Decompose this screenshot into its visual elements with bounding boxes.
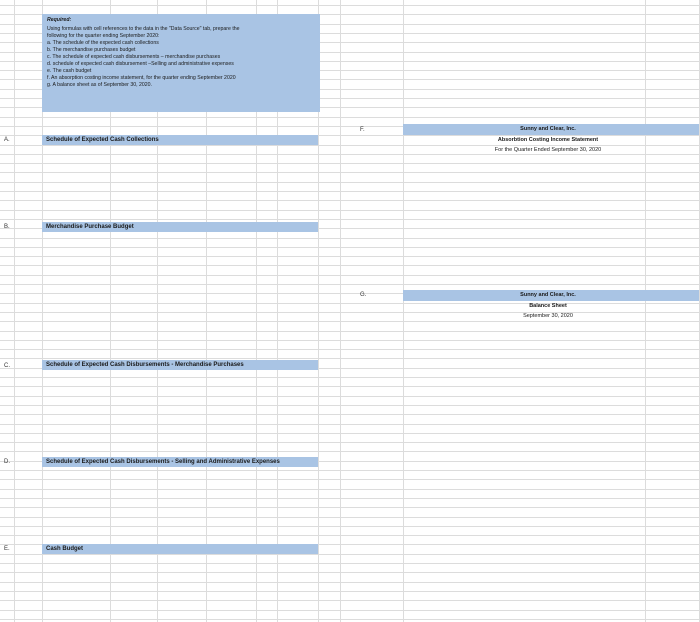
- statement-g-company: Sunny and Clear, Inc.: [520, 292, 576, 298]
- grid-row-line: [0, 517, 700, 518]
- statement-g-period: September 30, 2020: [523, 313, 573, 319]
- grid-row-line: [0, 163, 700, 164]
- grid-row-line: [0, 117, 700, 118]
- section-letter-c: C.: [4, 363, 10, 369]
- grid-column-line: [645, 0, 646, 622]
- grid-row-line: [0, 563, 700, 564]
- grid-row-line: [0, 154, 700, 155]
- grid-row-line: [0, 238, 700, 239]
- grid-row-line: [0, 210, 700, 211]
- grid-row-line: [0, 321, 700, 322]
- grid-row-line: [0, 442, 700, 443]
- section-letter-d: D.: [4, 459, 10, 465]
- section-e-title: Cash Budget: [46, 546, 84, 552]
- section-letter-b: B.: [4, 224, 10, 230]
- grid-row-line: [0, 619, 700, 620]
- grid-row-line: [0, 433, 700, 434]
- grid-row-line: [0, 582, 700, 583]
- statement-f-period: For the Quarter Ended September 30, 2020: [494, 147, 602, 153]
- grid-row-line: [0, 256, 700, 257]
- grid-row-line: [0, 265, 700, 266]
- grid-row-line: [0, 396, 700, 397]
- requirements-heading: Required:: [47, 17, 72, 23]
- grid-row-line: [0, 479, 700, 480]
- statement-f-company: Sunny and Clear, Inc.: [520, 126, 576, 132]
- grid-row-line: [0, 414, 700, 415]
- grid-row-line: [0, 489, 700, 490]
- requirement-line: f. An absorption costing income statement, for the quarter ending September 2020: [47, 75, 236, 81]
- grid-row-line: [0, 219, 700, 220]
- grid-row-line: [0, 610, 700, 611]
- requirement-line: e. The cash budget: [47, 68, 92, 74]
- section-letter-a: A.: [4, 137, 10, 143]
- section-d-title: Schedule of Expected Cash Disbursements - Selling and Administrative Expenses: [46, 459, 280, 465]
- grid-row-line: [0, 145, 700, 146]
- grid-row-line: [0, 172, 700, 173]
- requirement-line: d. schedule of expected cash disbursement –Selling and administrative expenses: [47, 61, 234, 67]
- section-letter-e: E.: [4, 546, 10, 552]
- grid-row-line: [0, 5, 700, 6]
- grid-row-line: [0, 275, 700, 276]
- requirement-line: b. The merchandise purchases budget: [47, 47, 136, 53]
- grid-column-line: [340, 0, 341, 622]
- grid-row-line: [0, 340, 700, 341]
- grid-row-line: [0, 386, 700, 387]
- grid-row-line: [0, 191, 700, 192]
- grid-row-line: [0, 200, 700, 201]
- grid-row-line: [0, 331, 700, 332]
- grid-row-line: [0, 535, 700, 536]
- grid-row-line: [0, 600, 700, 601]
- requirement-line: g. A balance sheet as of September 30, 2020.: [47, 82, 152, 88]
- grid-row-line: [0, 554, 700, 555]
- grid-row-line: [0, 526, 700, 527]
- statement-letter-g: G.: [360, 292, 367, 298]
- section-e-band: [42, 544, 318, 554]
- grid-row-line: [0, 358, 700, 359]
- grid-row-line: [0, 507, 700, 508]
- statement-letter-f: F.: [360, 127, 365, 133]
- section-c-title: Schedule of Expected Cash Disbursements - Merchandise Purchases: [46, 362, 244, 368]
- grid-column-line: [14, 0, 15, 622]
- grid-row-line: [0, 349, 700, 350]
- section-a-title: Schedule of Expected Cash Collections: [46, 137, 159, 143]
- grid-row-line: [0, 572, 700, 573]
- grid-row-line: [0, 424, 700, 425]
- grid-row-line: [0, 247, 700, 248]
- requirement-line: c. The schedule of expected cash disbursements – merchandise purchases: [47, 54, 221, 60]
- section-b-title: Merchandise Purchase Budget: [46, 224, 134, 230]
- grid-row-line: [0, 591, 700, 592]
- grid-row-line: [0, 451, 700, 452]
- statement-g-title: Balance Sheet: [529, 303, 567, 309]
- statement-f-title: Absorbtion Costing Income Statement: [497, 137, 599, 143]
- requirement-line: a. The schedule of the expected cash collections: [47, 40, 159, 46]
- grid-row-line: [0, 498, 700, 499]
- grid-row-line: [0, 405, 700, 406]
- grid-row-line: [0, 182, 700, 183]
- grid-row-line: [0, 284, 700, 285]
- requirement-line: Using formulas with cell references to the data in the "Data Source" tab, prepare the: [47, 26, 240, 32]
- grid-row-line: [0, 377, 700, 378]
- requirement-line: following for the quarter ending September 2020:: [47, 33, 160, 39]
- grid-column-line: [403, 0, 404, 622]
- grid-row-line: [0, 470, 700, 471]
